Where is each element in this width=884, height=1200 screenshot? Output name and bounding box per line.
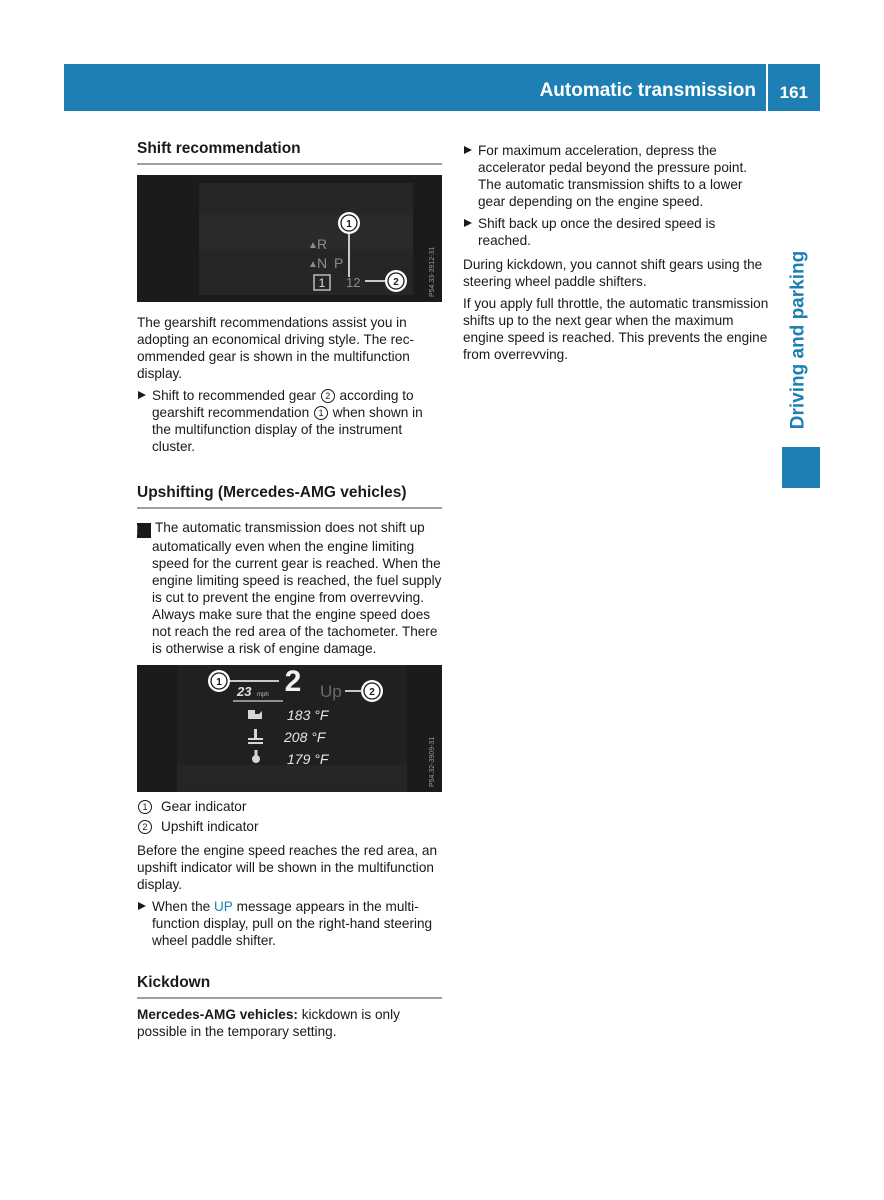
gear-letter-p: P	[334, 255, 344, 271]
left-column	[134, 138, 442, 1040]
legend-number: 1	[138, 800, 152, 814]
section-title: Automatic transmission	[539, 80, 756, 101]
speed-value: 23	[237, 684, 252, 699]
current-gear: 1	[318, 276, 326, 290]
chapter-tab	[776, 235, 820, 445]
ref-circle-2: 2	[321, 389, 335, 403]
right-column	[463, 142, 769, 363]
kickdown-paddle-note: During kickdown, you cannot shift gears using the steering wheel paddle shifters.	[463, 257, 763, 289]
legend-item	[137, 818, 442, 835]
bullet-triangle-icon	[138, 902, 146, 910]
heading-upshifting: Upshifting (Mercedes-AMG vehicles)	[137, 482, 442, 509]
callout-2-number: 2	[393, 277, 399, 288]
svg-text:▲: ▲	[308, 240, 318, 251]
bullet-triangle-icon	[138, 391, 146, 399]
callout-2-number: 2	[369, 687, 375, 698]
warning-icon: !	[137, 523, 151, 538]
coolant-icon	[254, 729, 257, 738]
figure-ref-code: P54.33-3912-31	[429, 246, 436, 297]
gear-indicator: 2	[284, 665, 302, 698]
heading-shift-recommendation: Shift recommendation	[137, 138, 442, 165]
callout-1-number: 1	[216, 677, 222, 688]
full-throttle-note: If you apply full throttle, the automatic transmission shifts up to the next gear when the maximum engine speed is reached. This prevents the engine from overrevving.	[463, 296, 769, 362]
callout-1-number: 1	[346, 219, 352, 230]
heading-kickdown: Kickdown	[137, 972, 442, 999]
bullet-triangle-icon	[464, 146, 472, 154]
figure-legend	[137, 798, 442, 835]
shift-recommendation-figure	[137, 175, 442, 302]
header-divider	[766, 64, 768, 111]
page-header	[64, 64, 820, 111]
shift-recommendation-intro: The gearshift recommendations assist you in adopting an economical driving style. The recommended gear is shown in the multifunction display.	[137, 315, 415, 381]
kickdown-step-1: For maximum acceleration, depress the accelerator pedal beyond the pressure point. The automatic transmission shifts to a lower gear depending on the engine speed.	[463, 142, 769, 210]
chapter-tab-label: Driving and parking	[787, 250, 809, 430]
ref-circle-1: 1	[314, 406, 328, 420]
bullet-triangle-icon	[464, 219, 472, 227]
upshift-indicator: Up	[320, 682, 342, 701]
gear-letter-r: R	[317, 236, 328, 252]
svg-text:▲: ▲	[308, 259, 318, 270]
temp-engine-oil: 183 °F	[287, 707, 329, 723]
shift-recommendation-step: Shift to recommended gear 2 according to gearshift recommendation 1 when shown in the multifunction display of the instrument cluster.	[137, 387, 442, 455]
legend-label: Gear indicator	[161, 799, 247, 814]
temp-coolant: 208 °F	[284, 729, 326, 745]
legend-number: 2	[138, 820, 152, 834]
chapter-marker	[782, 447, 820, 488]
figure-ref-code: P54.32-3909-31	[429, 736, 436, 787]
upshift-indicator-figure	[137, 665, 442, 792]
kickdown-paragraph: Mercedes-AMG vehicles: kickdown is only possible in the temporary setting.	[137, 1007, 400, 1039]
upshift-step: When the UP message appears in the multifunction display, pull on the right-hand steering wheel paddle shifter.	[137, 898, 442, 949]
temp-transmission-oil: 179 °F	[287, 751, 329, 767]
page-number: 161	[779, 83, 808, 102]
warning-note: ! The automatic transmission does not shift up automatically even when the engine limiting speed for the current gear is reached. When the engine limiting speed is reached, the fuel supply is cut to prevent the engine from overrevving. Always make sure that the engine speed does not reach the red area of the tachometer. There is otherwise a risk of engine damage.	[134, 520, 442, 656]
legend-label: Upshift indicator	[161, 819, 259, 834]
recommended-gear: 12	[346, 275, 361, 290]
legend-item	[137, 798, 442, 815]
speed-unit: mph	[257, 692, 269, 698]
kickdown-step-2: Shift back up once the desired speed is reached.	[463, 215, 769, 249]
gear-letter-n: N	[317, 255, 328, 271]
upshift-paragraph: Before the engine speed reaches the red area, an upshift indicator will be shown in the multifunction display.	[137, 843, 438, 892]
up-message-label: UP	[213, 899, 233, 914]
